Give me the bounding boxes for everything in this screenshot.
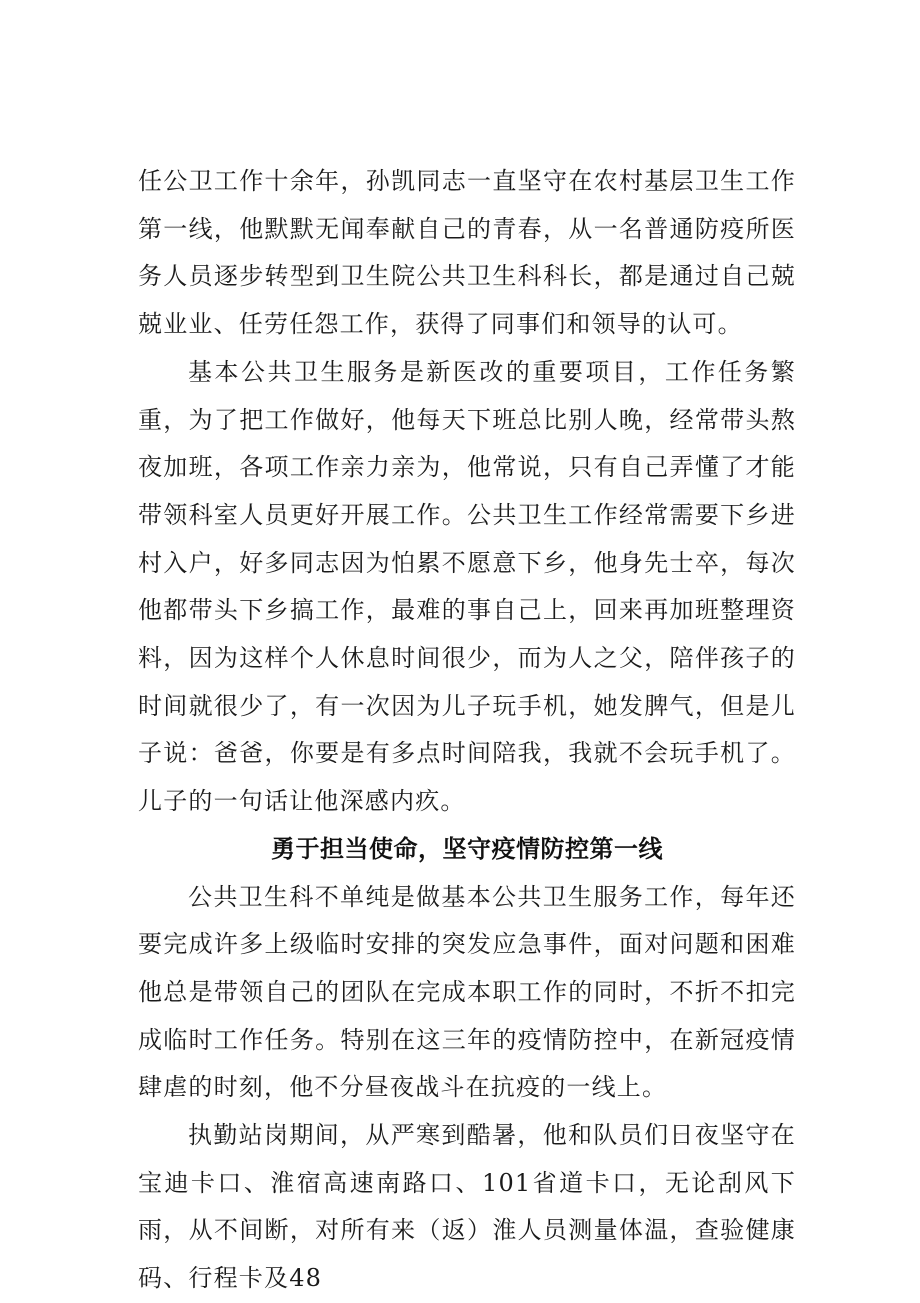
paragraph-4: 执勤站岗期间，从严寒到酷暑，他和队员们日夜坚守在宝迪卡口、淮宿高速南路口、101省道卡口，无论刮风下雨，从不间断，对所有来（返）淮人员测量体温，查验健康码、行程卡及48 xyxy=(138,1121,796,1293)
paragraph-2: 基本公共卫生服务是新医改的重要项目，工作任务繁重，为了把工作做好，他每天下班总比别人晚，经常带头熬夜加班，各项工作亲力亲为，他常说，只有自己弄懂了才能带领科室人员更好开展工作。公共卫生工作经常需要下乡进村入户，好多同志因为怕累不愿意下乡，他身先士卒，每次他都带头下乡搞工作，最难的事自己上，回来再加班整理资料，因为这样个人休息时间很少，而为人之父，陪伴孩子的时间就很少了，有一次因为儿子玩手机，她发脾气，但是儿子说：爸爸，你要是有多点时间陪我，我就不会玩手机了。儿子的一句话让他深感内疚。 xyxy=(138,357,796,816)
paragraph-1: 任公卫工作十余年，孙凯同志一直坚守在农村基层卫生工作第一线，他默默无闻奉献自己的青春，从一名普通防疫所医务人员逐步转型到卫生院公共卫生科科长，都是通过自己兢兢业业、任劳任怨工作，获得了同事们和领导的认可。 xyxy=(138,167,796,339)
section-heading: 勇于担当使命，坚守疫情防控第一线 xyxy=(271,834,663,863)
document-body xyxy=(138,158,796,1303)
paragraph-3: 公共卫生科不单纯是做基本公共卫生服务工作，每年还要完成许多上级临时安排的突发应急事件，面对问题和困难他总是带领自己的团队在完成本职工作的同时，不折不扣完成临时工作任务。特别在这三年的疫情防控中，在新冠疫情肆虐的时刻，他不分昼夜战斗在抗疫的一线上。 xyxy=(138,882,796,1102)
